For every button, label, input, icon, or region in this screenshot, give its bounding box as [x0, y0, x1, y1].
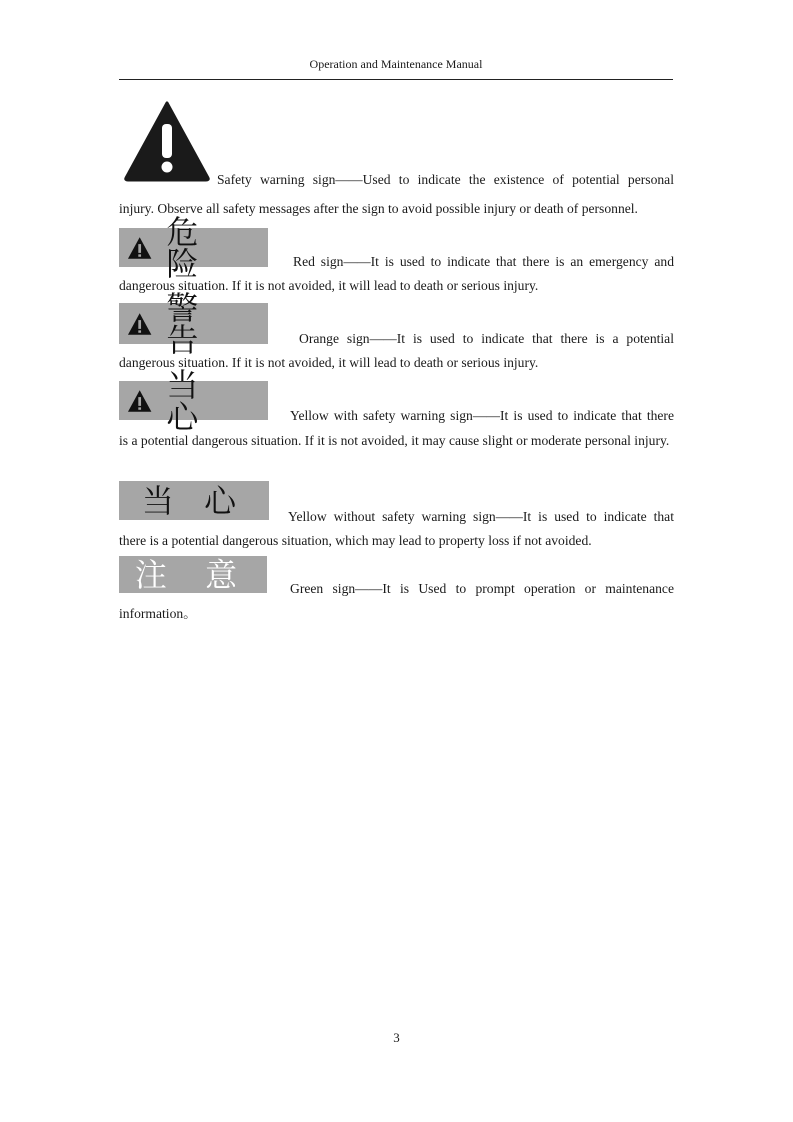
- sign-entry-caution: [119, 365, 674, 476]
- warning-triangle-icon: [127, 312, 152, 336]
- sign-entry-notice: [119, 556, 674, 626]
- sign-line1: Yellow without safety warning sign——It is used to indicate that: [288, 509, 674, 524]
- warning-triangle-icon: [124, 100, 210, 182]
- sign-label: 当 心: [141, 481, 247, 520]
- sign-line1: Green sign——It is Used to prompt operation or maintenance: [290, 581, 674, 596]
- danger-sign: [119, 212, 268, 283]
- caution-sign: [119, 365, 268, 436]
- sign-entry-caution-no-triangle: [119, 481, 674, 551]
- page-header: [119, 57, 673, 80]
- sign-rest: dangerous situation. If it is not avoided, it will lead to death or serious injury.: [119, 278, 539, 293]
- safety-warning-line1: Safety warning sign——Used to indicate the existence of potential personal: [217, 172, 674, 187]
- sign-line1: Orange sign——It is used to indicate that there is a potential: [299, 331, 674, 346]
- warning-sign: [119, 288, 268, 359]
- sign-label: 注 意: [134, 555, 252, 594]
- notice-sign: [119, 556, 267, 593]
- safety-warning-line2: injury. Observe all safety messages after the sign to avoid possible injury or death of personnel.: [119, 201, 638, 216]
- sign-label: 当 心: [166, 365, 209, 436]
- sign-line1: Yellow with safety warning sign——It is used to indicate that there: [290, 408, 674, 423]
- page-number: 3: [393, 1030, 400, 1045]
- sign-rest: dangerous situation. If it is not avoided, it will lead to death or serious injury.: [119, 355, 539, 370]
- warning-triangle-icon: [127, 236, 152, 260]
- warning-triangle-icon: [127, 389, 152, 413]
- sign-line1: Red sign——It is used to indicate that there is an emergency and: [293, 254, 674, 269]
- header-title: Operation and Maintenance Manual: [309, 57, 483, 71]
- sign-label: 危 险: [166, 212, 209, 283]
- sign-rest: is a potential dangerous situation. If it is not avoided, it may cause slight or moderate personal injury.: [119, 433, 670, 448]
- sign-entry-danger: [119, 212, 674, 298]
- sign-rest: there is a potential dangerous situation, which may lead to property loss if not avoided.: [119, 533, 592, 548]
- sign-rest: information。: [119, 606, 197, 621]
- caution-sign-plain: [119, 481, 269, 520]
- sign-label: 警 告: [166, 288, 209, 359]
- sign-entry-warning: [119, 288, 674, 373]
